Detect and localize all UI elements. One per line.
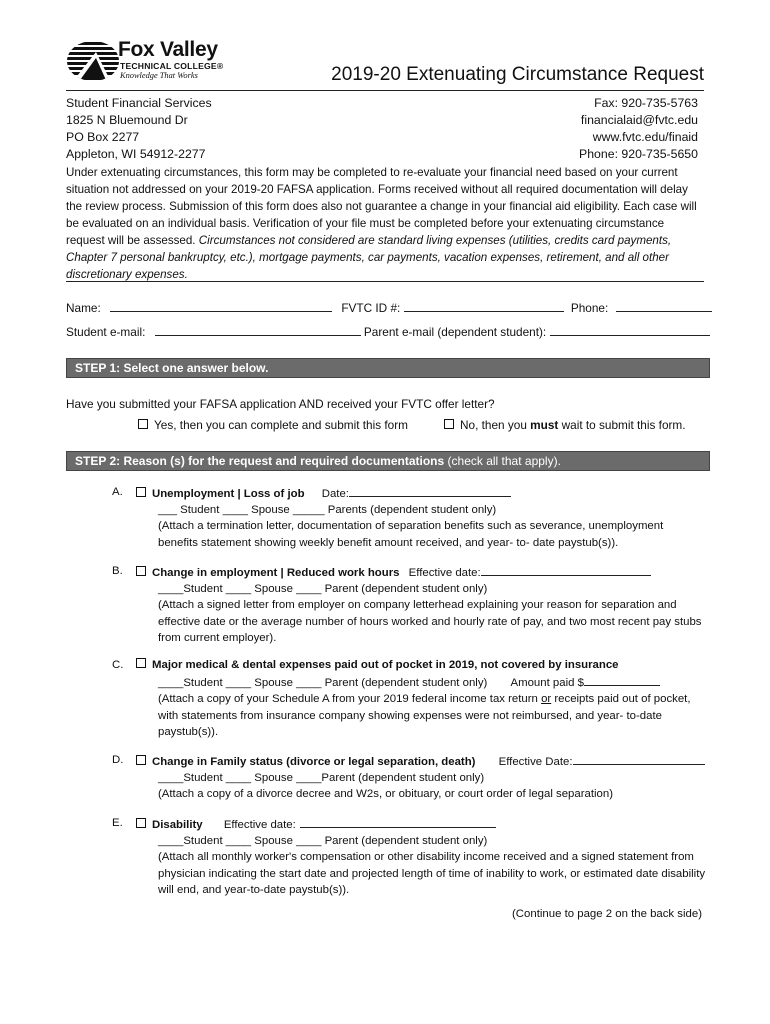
logo-tagline: Knowledge That Works <box>120 71 198 80</box>
amount-label: Amount paid $ <box>510 677 584 690</box>
step1-no-option[interactable] <box>444 418 686 432</box>
intro-divider <box>66 281 704 282</box>
yes-checkbox[interactable] <box>138 419 148 429</box>
student-email-field[interactable] <box>155 323 361 336</box>
item-letter: D. <box>112 754 124 766</box>
who-affected: ____Student ____ Spouse ____ Parent (dependent student only) <box>158 835 488 848</box>
logo-subtitle: TECHNICAL COLLEGE® <box>120 61 224 71</box>
item-title: Disability <box>152 819 203 831</box>
address-line: Appleton, WI 54912-2277 <box>66 147 206 161</box>
medical-checkbox[interactable] <box>136 658 146 668</box>
fvtc-id-label: FVTC ID #: <box>341 301 401 315</box>
required-docs: (Attach a copy of a divorce decree and W2s, or obituary, or court order of legal separation) <box>158 788 614 801</box>
email-link[interactable]: financialaid@fvtc.edu <box>580 113 698 127</box>
item-title: Major medical & dental expenses paid out of pocket in 2019, not covered by insurance <box>152 659 619 671</box>
continue-note: (Continue to page 2 on the back side) <box>512 908 702 920</box>
intro-exclusions: Circumstances not considered are standard living expenses (utilities, credits card payments, Chapter 7 personal bankruptcy, etc.), mortgage payments, car payments, vacation expenses, retirement, and all other discretionary expenses. <box>66 234 672 281</box>
item-title: Unemployment | Loss of job <box>152 488 305 500</box>
family-status-checkbox[interactable] <box>136 755 146 765</box>
date-label: Effective date: <box>408 567 481 579</box>
step1-question: Have you submitted your FAFSA application AND received your FVTC offer letter? <box>66 397 495 411</box>
contact-info <box>579 95 698 163</box>
phone-number: Phone: 920-735-5650 <box>579 147 698 161</box>
required-docs: (Attach a termination letter, documentation of separation benefits such as severance, unemployment benefits statement showing weekly benefit amount received, and year- to- date paystub(s)). <box>158 520 664 549</box>
step2-header <box>66 451 710 471</box>
required-docs: (Attach a signed letter from employer on company letterhead explaining your reason for separation and effective date or the average number of hours worked and hourly rate of pay, and two most recent pay stubs from current employer). <box>158 599 702 644</box>
office-address <box>66 95 212 163</box>
no-checkbox[interactable] <box>444 419 454 429</box>
required-docs: (Attach a copy of your Schedule A from your 2019 federal income tax return <box>158 693 542 706</box>
phone-label: Phone: <box>570 301 609 315</box>
college-logo <box>66 40 236 84</box>
fox-valley-logo-icon <box>66 40 120 82</box>
who-affected: ___ Student ____ Spouse _____ Parents (dependent student only) <box>158 504 497 517</box>
student-email-label: Student e-mail: <box>66 325 146 339</box>
name-label: Name: <box>66 301 101 315</box>
logo-name: Fox Valley <box>118 38 218 61</box>
fvtc-id-field[interactable] <box>404 299 564 312</box>
no-label: No, then you <box>460 418 531 432</box>
required-docs-end: receipts paid out of pocket, with statements from insurance company showing expenses were not reimbursed, and year- to-date paystub(s)). <box>158 693 691 738</box>
date-field[interactable] <box>481 563 651 576</box>
step2-header-text: STEP 2: Reason (s) for the request and required documentations <box>75 454 445 468</box>
no-label-emphasis: must <box>530 418 559 432</box>
item-letter: E. <box>112 817 123 829</box>
who-affected: ____Student ____ Spouse ____ Parent (dependent student only) <box>158 583 488 596</box>
date-field[interactable] <box>573 752 705 765</box>
date-label: Effective Date: <box>498 756 573 768</box>
website-link[interactable]: www.fvtc.edu/finaid <box>592 130 698 144</box>
item-title: Change in Family status (divorce or legal separation, death) <box>152 756 476 768</box>
disability-checkbox[interactable] <box>136 818 146 828</box>
date-label: Date: <box>321 488 349 500</box>
item-letter: C. <box>112 659 124 671</box>
required-docs-or: or <box>541 693 552 706</box>
parent-email-field[interactable] <box>550 323 710 336</box>
unemployment-checkbox[interactable] <box>136 487 146 497</box>
date-label: Effective date: <box>223 819 296 831</box>
phone-field[interactable] <box>616 299 712 312</box>
amount-field[interactable] <box>584 673 660 686</box>
item-title: Change in employment | Reduced work hours <box>152 567 400 579</box>
step1-header-text: STEP 1: Select one answer below. <box>75 361 269 375</box>
date-field[interactable] <box>349 484 511 497</box>
intro-text: Under extenuating circumstances, this form may be completed to re-evaluate your financial need based on your current situation not addressed on your 2019-20 FAFSA application. Forms received without all required documentation will delay the review process. Submission of this form does also not guarantee a change in your financial aid eligibility. Each case will be evaluated on an individual basis. Verification of your file must be completed before your extenuating circumstance request will be assessed. <box>66 166 697 247</box>
yes-label: Yes, then you can complete and submit this form <box>154 418 408 432</box>
parent-email-label: Parent e-mail (dependent student): <box>363 325 547 339</box>
header-divider <box>66 90 704 91</box>
address-line: PO Box 2277 <box>66 130 140 144</box>
item-letter: B. <box>112 565 123 577</box>
fax-number: Fax: 920-735-5763 <box>594 96 698 110</box>
step1-yes-option[interactable] <box>138 418 408 432</box>
step2-header-note: (check all that apply). <box>444 454 561 468</box>
employment-change-checkbox[interactable] <box>136 566 146 576</box>
address-line: Student Financial Services <box>66 96 212 110</box>
no-label-end: wait to submit this form. <box>558 418 686 432</box>
item-letter: A. <box>112 486 123 498</box>
name-field[interactable] <box>110 299 332 312</box>
intro-paragraph <box>66 164 704 283</box>
form-title: 2019-20 Extenuating Circumstance Request <box>331 64 704 85</box>
required-docs: (Attach all monthly worker's compensation or other disability income received and a signed statement from physician indicating the start date and projected length of time of inability to work, or estimated date disability will end, and year-to-date paystub(s)). <box>158 851 706 896</box>
address-line: 1825 N Bluemound Dr <box>66 113 188 127</box>
step1-header <box>66 358 710 378</box>
date-field[interactable] <box>300 815 496 828</box>
who-affected: ____Student ____ Spouse ____ Parent (dependent student only) <box>158 677 488 690</box>
who-affected: ____Student ____ Spouse ____Parent (dependent student only) <box>158 772 485 785</box>
